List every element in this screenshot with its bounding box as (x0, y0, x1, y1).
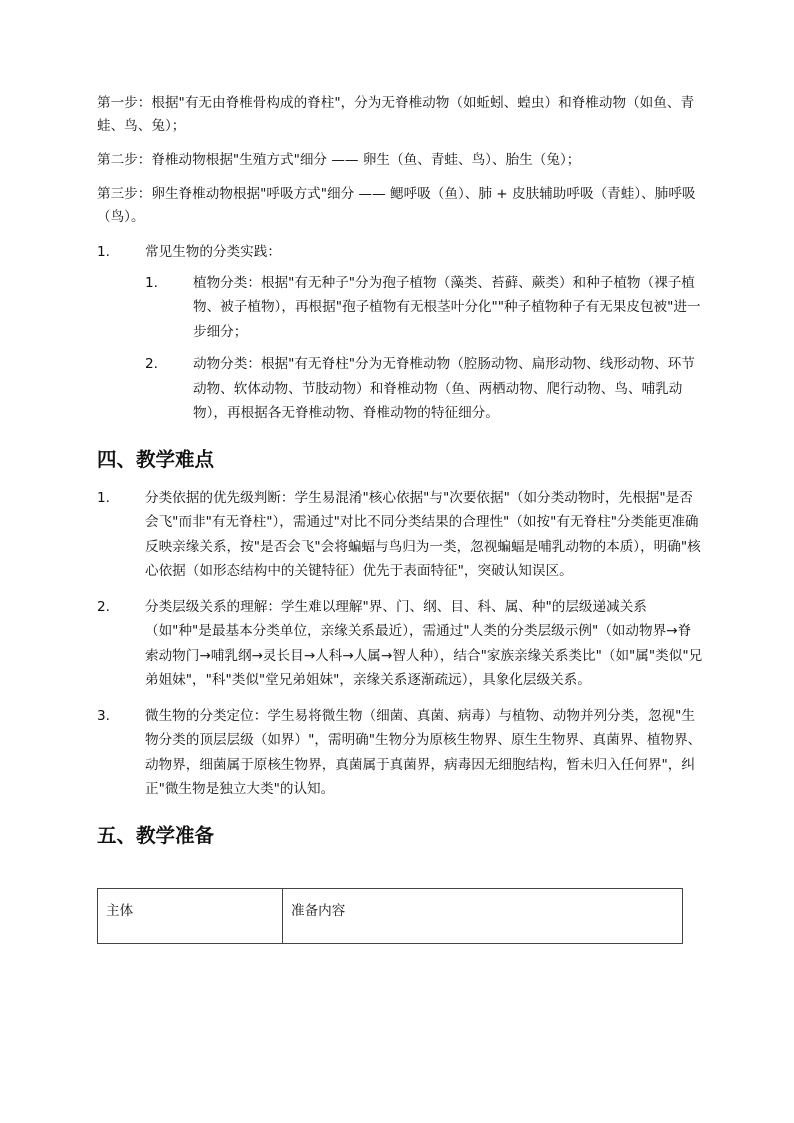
plant-classification-text: 植物分类：根据"有无种子"分为孢子植物（藻类、苔藓、蕨类）和种子植物（裸子植物、被子植物），再根据"孢子植物有无根茎叶分化""种子植物种子有无果皮包被"进一步细分； (193, 274, 701, 340)
list-number: 1. (145, 274, 158, 291)
list-item (145, 271, 703, 345)
difficulty-text: 微生物的分类定位：学生易将微生物（细菌、真菌、病毒）与植物、动物并列分类，忽视"生物分类的顶层层级（如界）"，需明确"生物分为原核生物界、原生生物界、真菌界、植物界、动物界，细菌属于原核生物界，真菌属于真菌界，病毒因无细胞结构，暂未归入任何界"，纠正"微生物是独立大类"的认知。 (145, 707, 702, 797)
difficulties-list (97, 486, 703, 802)
section-heading-difficulties: 四、教学难点 (97, 447, 215, 471)
list-number: 2. (97, 598, 110, 615)
document-page (97, 92, 703, 944)
step-1: 第一步：根据"有无由脊椎骨构成的脊柱"，分为无脊椎动物（如蚯蚓、蝗虫）和脊椎动物（如鱼、青蛙、鸟、兔）； (97, 95, 695, 134)
list-item (145, 352, 703, 426)
practice-sublist (145, 271, 703, 426)
difficulty-text: 分类层级关系的理解：学生难以理解"界、门、纲、目、科、属、种"的层级递减关系（如"种"是最基本分类单位，亲缘关系最近），需通过"人类的分类层级示例"（如动物界→脊索动物门→哺乳纲→灵长目→人科→人属→智人种），结合"家族亲缘关系类比"（如"属"类似"兄弟姐妹"，"科"类似"堂兄弟姐妹"，亲缘关系逐渐疏远），具象化层级关系。 (145, 598, 703, 688)
table-header-cell: 主体 (98, 888, 283, 943)
preparation-table (97, 888, 683, 944)
practice-item (97, 240, 703, 426)
list-item (97, 595, 703, 693)
table-header-cell: 准备内容 (283, 888, 683, 943)
list-number: 3. (97, 707, 110, 724)
list-item (97, 704, 703, 802)
step-2: 第二步：脊椎动物根据"生殖方式"细分 —— 卵生（鱼、青蛙、鸟）、胎生（兔）； (97, 152, 581, 168)
step-3: 第三步：卵生脊椎动物根据"呼吸方式"细分 —— 鳃呼吸（鱼）、肺 + 皮肤辅助呼吸（青蛙）、肺呼吸（鸟）。 (97, 186, 696, 225)
table-row (98, 888, 683, 943)
list-number: 1. (97, 244, 110, 260)
list-item (97, 486, 703, 584)
list-number: 1. (97, 489, 110, 506)
section-heading-preparation: 五、教学准备 (97, 823, 215, 847)
list-number: 2. (145, 356, 158, 372)
animal-classification-text: 动物分类：根据"有无脊柱"分为无脊椎动物（腔肠动物、扁形动物、线形动物、环节动物、软体动物、节肢动物）和脊椎动物（鱼、两栖动物、爬行动物、鸟、哺乳动物），再根据各无脊椎动物、脊椎动物的特征细分。 (193, 356, 695, 421)
practice-title: 常见生物的分类实践： (145, 244, 281, 260)
practice-list (97, 240, 703, 426)
difficulty-text: 分类依据的优先级判断：学生易混淆"核心依据"与"次要依据"（如分类动物时，先根据"是否会飞"而非"有无脊柱"），需通过"对比不同分类结果的合理性"（如按"有无脊柱"分类能更准确反映亲缘关系，按"是否会飞"会将蝙蝠与鸟归为一类，忽视蝙蝠是哺乳动物的本质），明确"核心依据（如形态结构中的关键特征）优先于表面特征"，突破认知误区。 (145, 489, 701, 579)
